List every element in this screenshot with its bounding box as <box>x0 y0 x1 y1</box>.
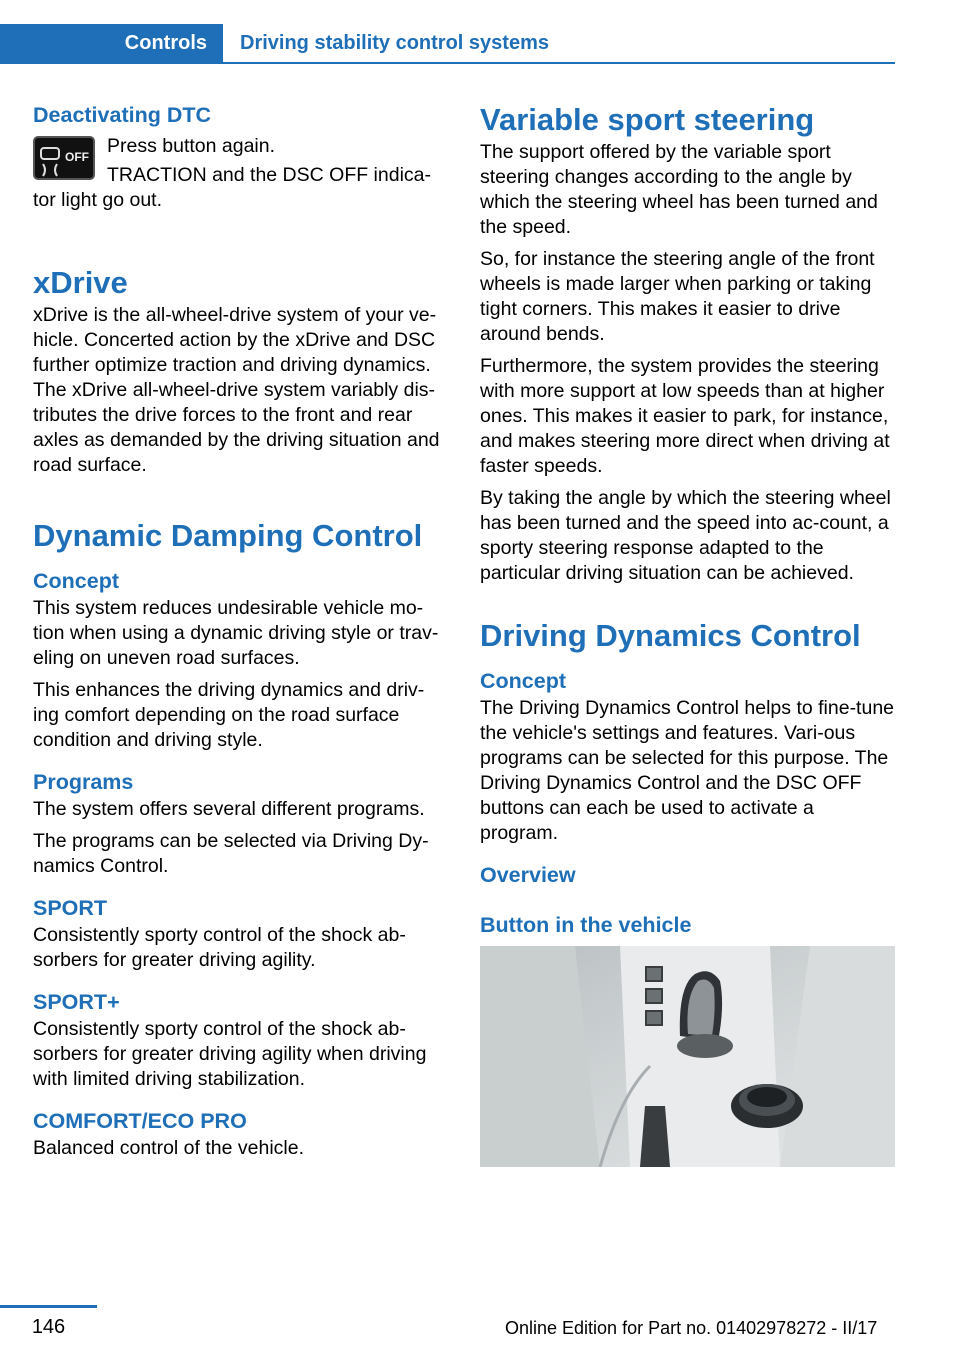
sportplus-heading: SPORT+ <box>33 990 120 1014</box>
vss-p4: By taking the angle by which the steering wheel has been turned and the speed into ac‐count, a sporty steering response adapted to the particular driving situation can be achieved. <box>480 487 891 584</box>
comfort-heading: COMFORT/ECO PRO <box>33 1109 247 1133</box>
ddc-concept-p2: This enhances the driving dynamics and driv‐ing comfort depending on the road surface condition and driving style. <box>33 679 425 751</box>
deactivating-dtc-heading: Deactivating DTC <box>33 103 212 127</box>
ddc-concept-p1: This system reduces undesirable vehicle mo‐tion when using a dynamic driving style or trav‐eling on uneven road surfaces. <box>33 597 439 669</box>
deactivating-dtc-step-1: Press button again. <box>107 135 276 157</box>
comfort-body: Balanced control of the vehicle. <box>33 1137 305 1159</box>
dyn-title: Driving Dynamics Control <box>480 618 861 653</box>
ddc-programs-p2: The programs can be selected via Driving Dy‐namics Control. <box>33 830 429 877</box>
ddc-programs-p1: The system offers several different programs. <box>33 798 425 820</box>
header-section-tab: Controls <box>0 24 223 62</box>
vss-p2: So, for instance the steering angle of the front wheels is made larger when parking or taking tight corners. This makes it easier to drive around bends. <box>480 248 875 345</box>
vss-p1: The support offered by the variable sport steering changes according to the angle by which the steering wheel has been turned and the speed. <box>480 141 878 238</box>
dsc-off-icon-label: OFF <box>65 150 89 164</box>
page-number: 146 <box>31 1316 66 1338</box>
deactivating-dtc-step-2: TRACTION and the DSC OFF indica‐tor light go out. <box>33 164 431 211</box>
center-console-illustration <box>480 946 895 1167</box>
vss-title: Variable sport steering <box>480 102 815 137</box>
right-column <box>480 100 895 1167</box>
deactivating-dtc-block <box>33 134 448 213</box>
dyn-concept-heading: Concept <box>480 669 566 693</box>
sport-body: Consistently sporty control of the shock ab‐sorbers for greater driving agility. <box>33 924 406 971</box>
xdrive-title: xDrive <box>33 265 128 300</box>
footer-rule <box>0 1305 97 1308</box>
sport-heading: SPORT <box>33 896 108 920</box>
ddc-concept-heading: Concept <box>33 569 119 593</box>
left-column <box>33 100 448 1168</box>
sportplus-body: Consistently sporty control of the shock ab‐sorbers for greater driving agility when driving with limited driving stabilization. <box>33 1018 427 1090</box>
dyn-overview-heading: Overview <box>480 863 576 887</box>
page-header <box>0 24 895 64</box>
xdrive-body: xDrive is the all-wheel-drive system of your ve‐hicle. Concerted action by the xDrive and DSC further optimize traction and driving dynamics. The xDrive all-wheel-drive system variably dis‐tributes the drive forces to the front and rear axles as demanded by the driving situation and road surface. <box>33 304 440 476</box>
dyn-button-heading: Button in the vehicle <box>480 913 692 937</box>
header-chapter-title: Driving stability control systems <box>240 31 549 54</box>
edition-note: Online Edition for Part no. 01402978272 - II/17 <box>505 1318 878 1338</box>
ddc-title: Dynamic Damping Control <box>33 518 423 553</box>
center-console-photo <box>480 946 895 1167</box>
ddc-programs-heading: Programs <box>33 770 134 794</box>
dyn-concept-body: The Driving Dynamics Control helps to fine-tune the vehicle's settings and features. Vari‐ous programs can be selected for this purpose. The Driving Dynamics Control and the DSC OFF buttons can each be used to activate a program. <box>480 697 895 844</box>
vss-p3: Furthermore, the system provides the steering with more support at low speeds than at higher ones. This makes it easier to park, for instance, and makes steering more direct when driving at faster speeds. <box>480 355 890 477</box>
dsc-off-button-icon <box>33 136 95 180</box>
